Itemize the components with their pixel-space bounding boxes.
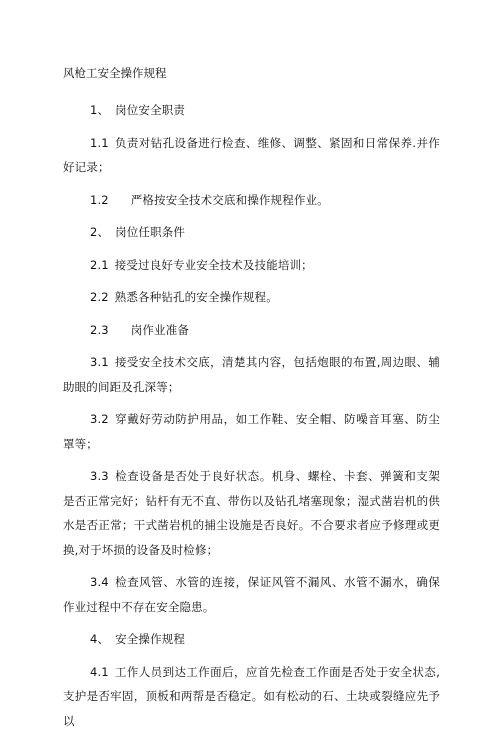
- paragraph-number: 3.4: [90, 575, 109, 589]
- document-title: 风枪工安全操作规程: [63, 63, 440, 83]
- paragraph-text: 岗作业准备: [131, 323, 189, 337]
- paragraph-number: 3.1: [90, 355, 109, 369]
- paragraph: [63, 570, 440, 619]
- paragraph-text: 接受安全技术交底，清楚其内容，包括炮眼的布置,周边眼、辅助眼的间距及孔深等；: [63, 355, 440, 394]
- document-body: [63, 98, 440, 733]
- paragraph: [63, 285, 440, 310]
- paragraph: [63, 98, 440, 123]
- paragraph: [63, 627, 440, 652]
- paragraph: [63, 188, 440, 213]
- paragraph-text: 严格按安全技术交底和操作规程作业。: [131, 193, 329, 207]
- paragraph-text: 工作人员到达工作面后，应首先检查工作面是否处于安全状态,支护是否牢固，顶板和两帮是否稳定。如有松动的石、土块或裂缝应先予以: [63, 665, 440, 728]
- paragraph-text: 检查设备是否处于良好状态。机身、螺栓、卡套、弹簧和支架是否正常完好；钻杆有无不直、带伤以及钻孔堵塞现象；湿式凿岩机的供水是否正常；干式凿岩机的捕尘设施是否良好。不合要求者应予修理或更换,对于坏损的设备及时检修；: [63, 469, 440, 557]
- paragraph: [63, 253, 440, 278]
- paragraph: [63, 318, 440, 343]
- paragraph-text: 负责对钻孔设备进行检查、维修、调整、紧固和日常保养.并作好记录；: [63, 136, 440, 175]
- paragraph: [63, 350, 440, 399]
- paragraph-number: 3.2: [90, 412, 109, 426]
- paragraph-text: 安全操作规程: [115, 632, 185, 646]
- paragraph-number: 4、: [90, 632, 109, 646]
- paragraph-number: 1、: [90, 103, 109, 117]
- paragraph: [63, 131, 440, 180]
- paragraph-text: 岗位安全职责: [115, 103, 185, 117]
- paragraph-number: 3.3: [90, 469, 109, 483]
- paragraph-number: 2.1: [90, 258, 109, 272]
- paragraph-text: 岗位任职条件: [115, 225, 185, 239]
- paragraph-number: 2.3: [90, 323, 109, 337]
- paragraph-number: 2、: [90, 225, 109, 239]
- paragraph-number: 1.1: [90, 136, 109, 150]
- paragraph-text: 检查风管、水管的连接，保证风管不漏风、水管不漏水，确保作业过程中不存在安全隐患。: [63, 575, 440, 614]
- paragraph: [63, 220, 440, 245]
- paragraph-number: 2.2: [90, 290, 109, 304]
- paragraph-text: 穿戴好劳动防护用品，如工作鞋、安全帽、防噪音耳塞、防尘罩等；: [63, 412, 440, 451]
- paragraph-number: 1.2: [90, 193, 109, 207]
- paragraph: [63, 464, 440, 562]
- paragraph-text: 熟悉各种钻孔的安全操作规程。: [115, 290, 278, 304]
- paragraph-text: 接受过良好专业安全技术及技能培训；: [115, 258, 313, 272]
- paragraph: [63, 407, 440, 456]
- paragraph: [63, 660, 440, 733]
- paragraph-number: 4.1: [90, 665, 109, 679]
